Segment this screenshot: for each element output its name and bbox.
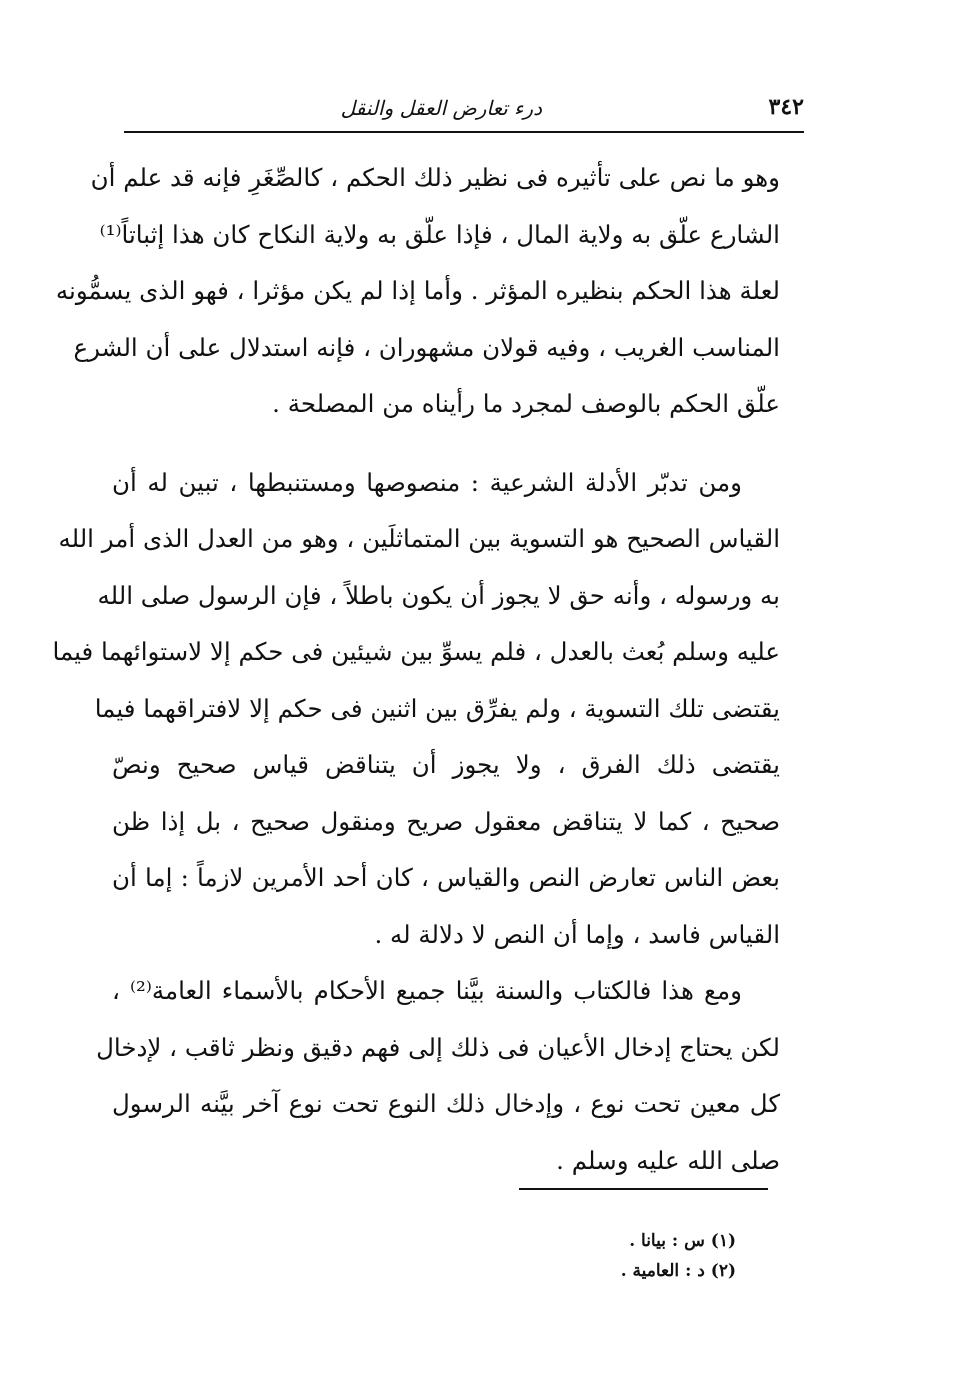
paragraph	[55, 150, 780, 433]
text-line: ومع هذا فالكتاب والسنة بيَّنا جميع الأحكام بالأسماء العامة⁽²⁾ ،	[112, 976, 742, 1005]
text-line: القياس الصحيح هو التسوية بين المتماثلَين ، وهو من العدل الذى أمر الله	[58, 524, 780, 553]
text-line: ومن تدبّر الأدلة الشرعية : منصوصها ومستنبطها ، تبين له أن	[112, 467, 742, 497]
text-line: يقتضى ذلك الفرق ، ولا يجوز أن يتناقض قياس صحيح ونصّ	[112, 750, 780, 779]
text-line: صلى الله عليه وسلم .	[556, 1145, 780, 1175]
text-line: كل معين تحت نوع ، وإدخال ذلك النوع تحت نوع آخر بيَّنه الرسول	[112, 1089, 780, 1118]
footnote: (٢) د : العامية .	[620, 1261, 736, 1281]
text-line: القياس فاسد ، وإما أن النص لا دلالة له .	[374, 919, 780, 949]
page-number: ٣٤٢	[768, 94, 804, 120]
text-line: به ورسوله ، وأنه حق لا يجوز أن يكون باطلاً ، فإن الرسول صلى الله	[97, 580, 780, 610]
text-line: وهو ما نص على تأثيره فى نظير ذلك الحكم ، كالصِّغَرِ فإنه قد علم أن	[90, 163, 780, 192]
text-line: لكن يحتاج إدخال الأعيان فى ذلك إلى فهم دقيق ونظر ثاقب ، لإدخال	[96, 1032, 780, 1062]
text-line: علّق الحكم بالوصف لمجرد ما رأيناه من المصلحة .	[272, 389, 780, 418]
text-line: صحيح ، كما لا يتناقض معقول صريح ومنقول صحيح ، بل إذا ظن	[112, 806, 780, 836]
running-header	[124, 92, 804, 132]
text-line: عليه وسلم بُعث بالعدل ، فلم يسوِّ بين شيئين فى حكم إلا لاستوائهما فيما	[52, 637, 780, 666]
running-title: درء تعارض العقل والنقل	[340, 96, 542, 120]
main-text	[52, 150, 780, 1189]
text-line: يقتضى تلك التسوية ، ولم يفرِّق بين اثنين فى حكم إلا لافتراقهما فيما	[94, 693, 780, 723]
header-rule	[124, 131, 804, 133]
footnote-rule	[519, 1188, 768, 1190]
footnotes	[500, 1226, 736, 1286]
paragraph-gap	[112, 433, 780, 455]
text-line: المناسب الغريب ، وفيه قولان مشهوران ، فإنه استدلال على أن الشرع	[73, 332, 780, 362]
text-line: لعلة هذا الحكم بنظيره المؤثر . وأما إذا لم يكن مؤثرا ، فهو الذى يسمُّونه	[55, 276, 780, 305]
footnote: (١) س : بيانا .	[629, 1231, 736, 1251]
paragraph	[52, 455, 780, 964]
text-line: بعض الناس تعارض النص والقياس ، كان أحد الأمرين لازماً : إما أن	[112, 863, 780, 892]
text-line: الشارع علّق به ولاية المال ، فإذا علّق به ولاية النكاح كان هذا إثباتاً⁽¹⁾	[99, 219, 780, 249]
paragraph	[96, 963, 780, 1189]
